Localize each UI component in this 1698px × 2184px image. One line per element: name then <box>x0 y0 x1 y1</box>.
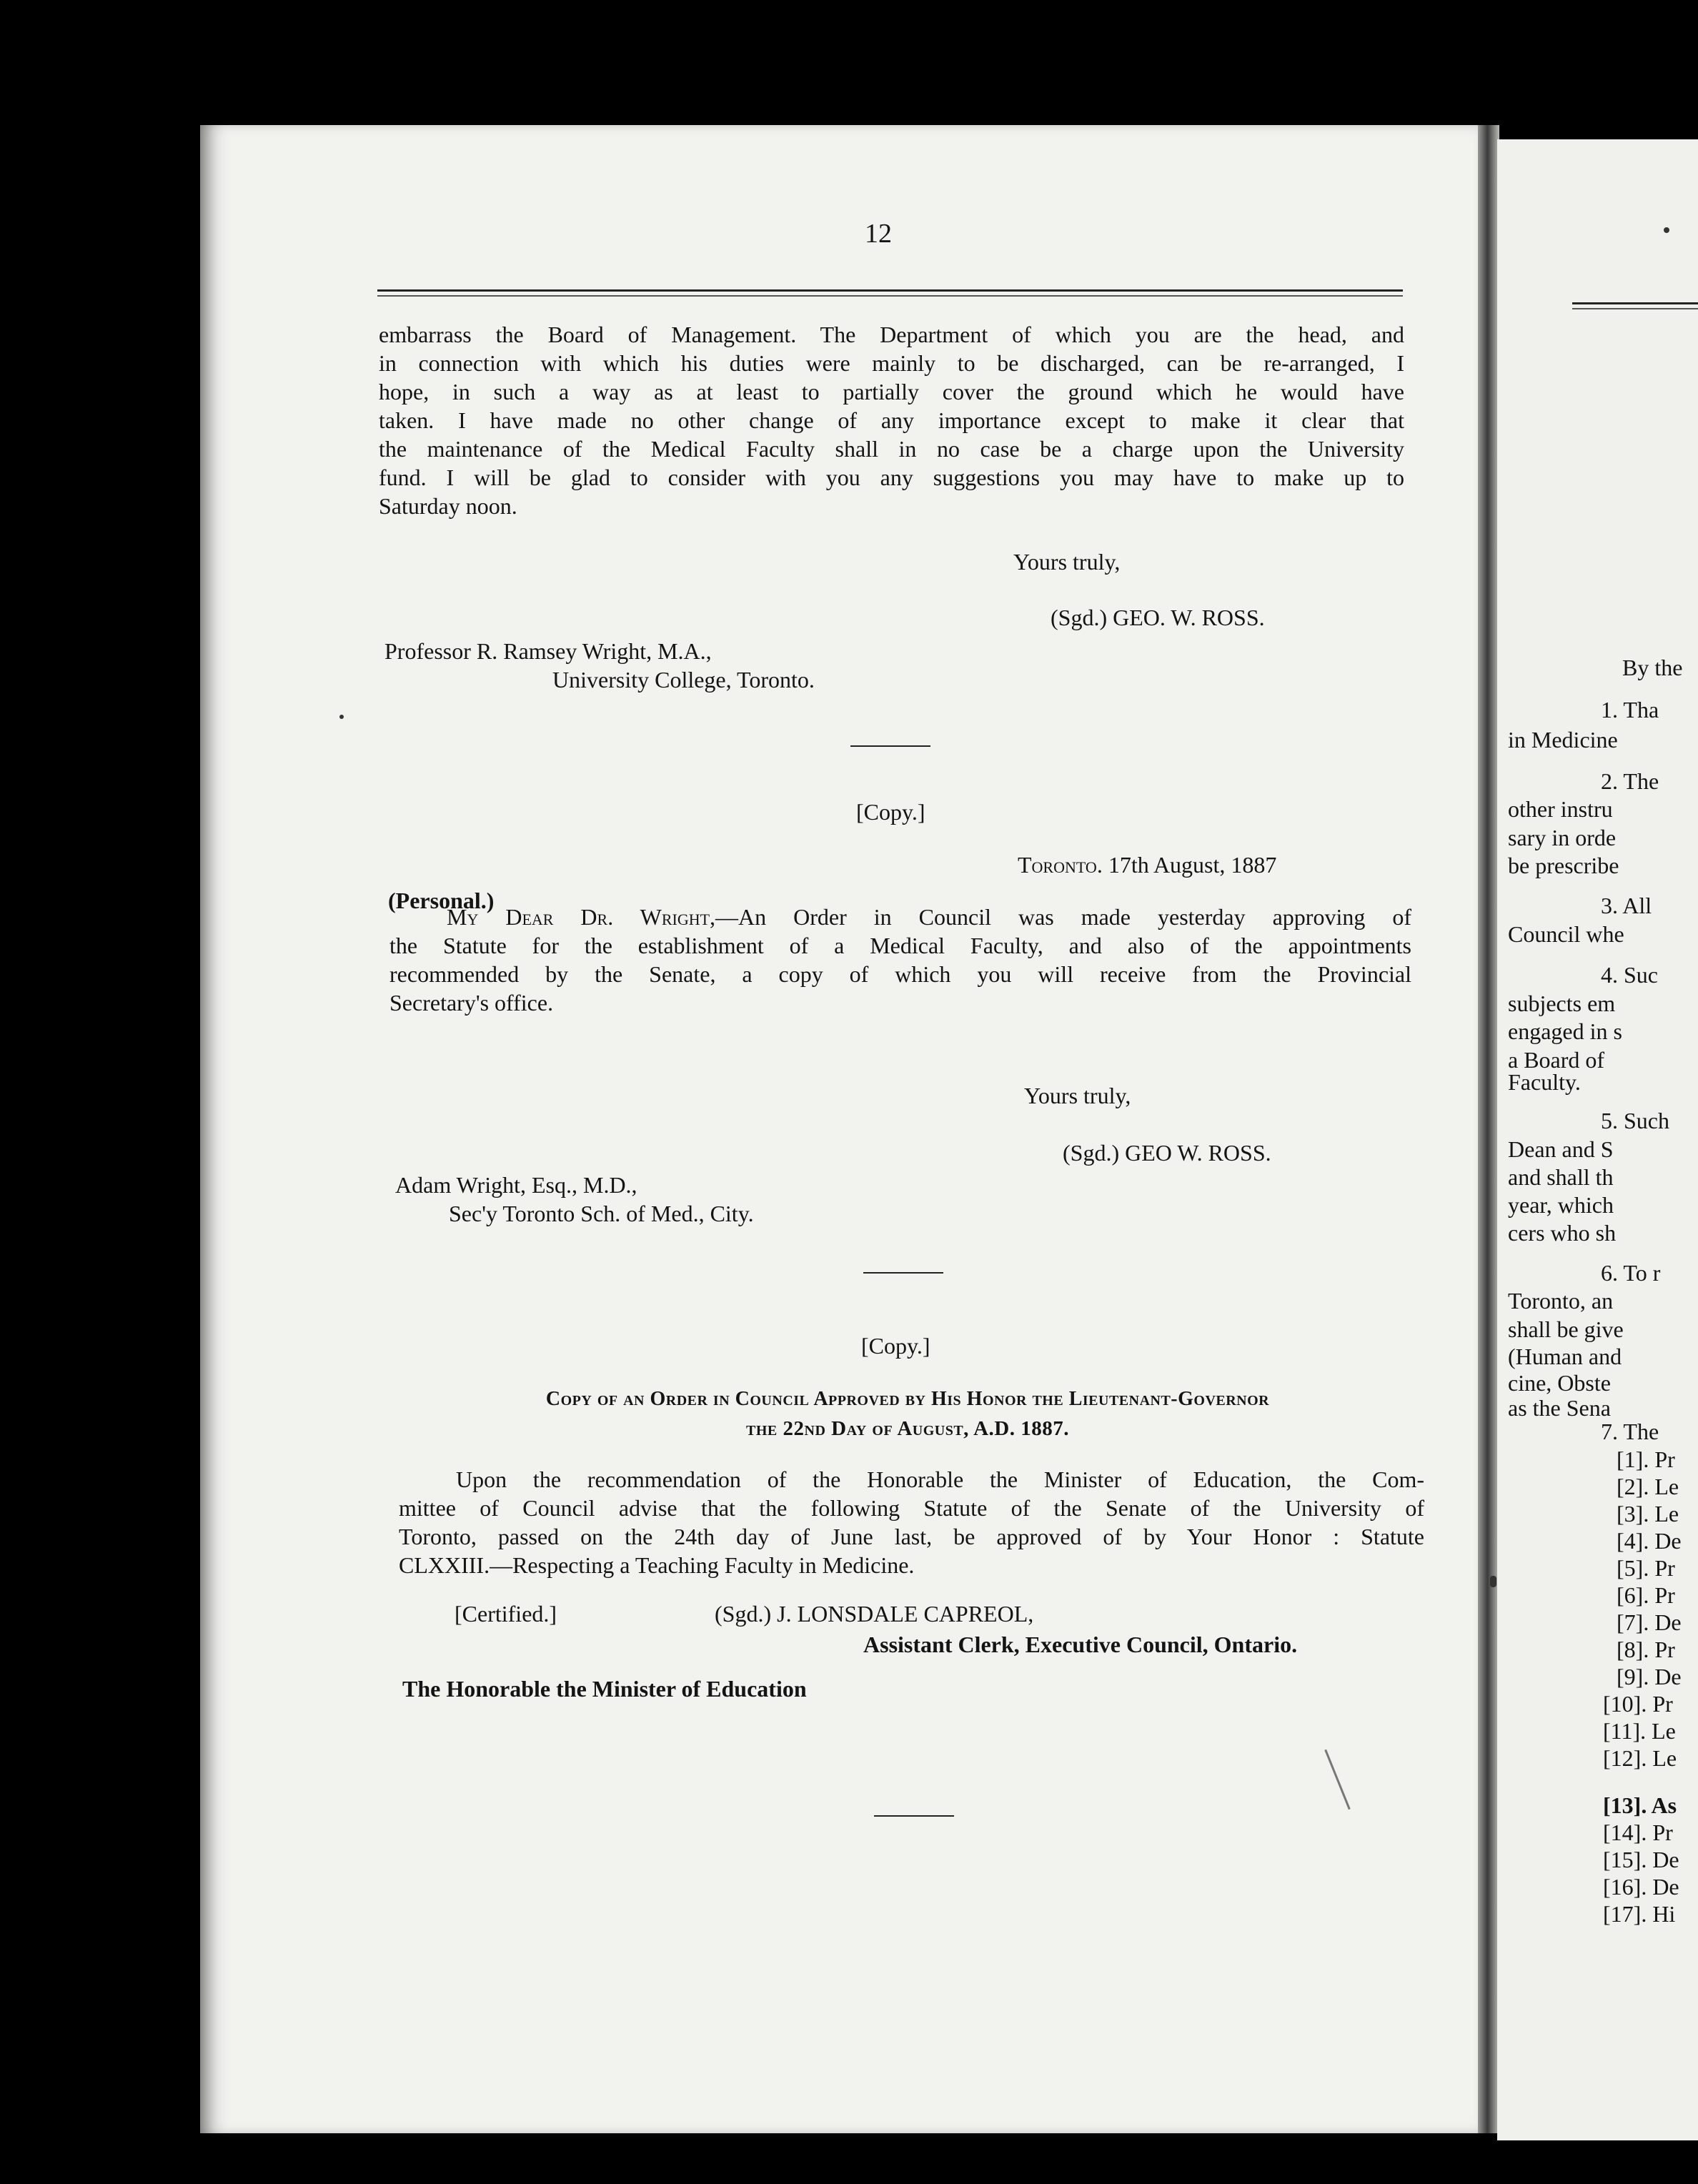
order-line: mittee of Council advise that the following Statute of the Senate of the University of <box>399 1495 1424 1521</box>
right-page-fragment: [15]. De <box>1603 1847 1679 1872</box>
right-page-fragment: [5]. Pr <box>1617 1555 1675 1581</box>
scan-speck <box>339 715 344 719</box>
letter2-dateline <box>1018 852 1276 878</box>
letter2-addressee-name: Adam Wright, Esq., M.D., <box>395 1172 637 1198</box>
right-page-fragment: 7. The <box>1601 1419 1659 1444</box>
order-certified: [Certified.] <box>455 1601 557 1627</box>
right-page-fragment: in Medicine <box>1508 727 1618 753</box>
right-page-fragment: engaged in s <box>1508 1018 1622 1044</box>
right-page-fragment: (Human and <box>1508 1344 1622 1369</box>
letter2-line: —An Order in Council was made yesterday approving of <box>715 904 1411 930</box>
right-page-fragment: [14]. Pr <box>1603 1820 1673 1845</box>
letter2-copy-label: [Copy.] <box>856 799 925 825</box>
right-page-header-rule-thin <box>1572 308 1698 309</box>
right-page-fragment: 5. Such <box>1601 1108 1669 1133</box>
order-body <box>399 1465 1424 1579</box>
right-page-fragment: other instru <box>1508 796 1613 822</box>
right-page-fragment: [11]. Le <box>1603 1718 1676 1744</box>
letter1-body <box>379 320 1404 520</box>
right-page-fragment: Dean and S <box>1508 1136 1614 1162</box>
right-page-fragment: cine, Obste <box>1508 1370 1611 1396</box>
book-gutter <box>1478 125 1499 2133</box>
letter1-addressee-place: University College, Toronto. <box>552 667 815 693</box>
right-page-fragment: By the <box>1622 655 1683 680</box>
letter1-closing: Yours truly, <box>1013 549 1121 575</box>
right-page-fragment: subjects em <box>1508 991 1616 1016</box>
right-page-header-rule <box>1572 302 1698 304</box>
letter2-addressee-place: Sec'y Toronto Sch. of Med., City. <box>449 1201 754 1226</box>
right-page-fragment: a Board of <box>1508 1047 1605 1073</box>
right-page-fragment: 6. To r <box>1601 1260 1661 1286</box>
letter2-signature: (Sgd.) GEO W. ROSS. <box>1063 1140 1271 1166</box>
dateline-place: Toronto <box>1018 852 1097 878</box>
letter1-line: hope, in such a way as at least to partially cover the ground which he would have <box>379 379 1404 404</box>
right-page-fragment: [16]. De <box>1603 1874 1679 1900</box>
order-heading-line1: Copy of an Order in Council Approved by His Honor the Lieutenant-Governor <box>545 1388 1270 1410</box>
scan-speck <box>1490 1576 1496 1587</box>
right-page-fragment: 4. Suc <box>1601 962 1658 988</box>
right-page-fragment: [8]. Pr <box>1617 1637 1675 1662</box>
section-divider <box>874 1815 954 1817</box>
right-page-fragment: [9]. De <box>1617 1664 1682 1689</box>
right-page-fragment: 2. The <box>1601 768 1659 794</box>
letter1-addressee-name: Professor R. Ramsey Wright, M.A., <box>384 638 712 664</box>
right-page-fragment: [3]. Le <box>1617 1501 1679 1527</box>
letter1-line: Saturday noon. <box>379 493 517 519</box>
order-line: Upon the recommendation of the Honorable the Minister of Education, the Com- <box>456 1466 1424 1492</box>
right-page-fragment: [1]. Pr <box>1617 1446 1675 1472</box>
right-page-fragment: Faculty. <box>1508 1069 1581 1095</box>
right-page-fragment: [13]. As <box>1603 1792 1677 1818</box>
order-copy-label: [Copy.] <box>861 1333 930 1359</box>
right-page-fragment: [10]. Pr <box>1603 1691 1673 1717</box>
right-page-fragment: [7]. De <box>1617 1609 1682 1635</box>
section-divider <box>850 745 930 747</box>
right-page-fragment: [2]. Le <box>1617 1474 1679 1499</box>
dateline-date: . 17th August, 1887 <box>1096 852 1277 878</box>
section-divider <box>863 1272 943 1274</box>
right-page-fragment: 1. Tha <box>1601 697 1659 723</box>
letter1-line: embarrass the Board of Management. The Department of which you are the head, and <box>379 322 1404 347</box>
letter1-signature: (Sgd.) GEO. W. ROSS. <box>1051 605 1265 630</box>
right-page-fragment: sary in orde <box>1508 825 1617 850</box>
right-page-fragment: [4]. De <box>1617 1528 1682 1554</box>
order-addressee: The Honorable the Minister of Education <box>402 1676 807 1702</box>
header-rule-thin <box>377 295 1403 297</box>
order-line: Toronto, passed on the 24th day of June last, be approved of by Your Honor : Statute <box>399 1524 1424 1549</box>
right-page-fragment: Toronto, an <box>1508 1288 1614 1314</box>
order-line: CLXXIII.—Respecting a Teaching Faculty in Medicine. <box>399 1552 915 1578</box>
letter2-line: Secretary's office. <box>389 990 554 1016</box>
right-page-fragment: [17]. Hi <box>1603 1901 1676 1927</box>
page-number: 12 <box>865 219 892 249</box>
right-page-fragment: [12]. Le <box>1603 1745 1677 1771</box>
right-page-fragment: 3. All <box>1601 893 1652 918</box>
right-page-fragment: cers who sh <box>1508 1220 1617 1246</box>
order-signature: (Sgd.) J. LONSDALE CAPREOL, <box>715 1601 1034 1627</box>
order-heading-line2: the 22nd Day of August, A.D. 1887. <box>746 1417 1069 1440</box>
letter1-line: the maintenance of the Medical Faculty shall in no case be a charge upon the University <box>379 436 1404 462</box>
letter2-closing: Yours truly, <box>1024 1083 1131 1108</box>
order-signer-title: Assistant Clerk, Executive Council, Ontario. <box>863 1632 1298 1657</box>
right-page-fragment: Council whe <box>1508 921 1624 947</box>
right-page-fragment: as the Sena <box>1508 1395 1611 1421</box>
right-page-fragment: [6]. Pr <box>1617 1582 1675 1608</box>
personal-label: (Personal.) <box>388 888 495 913</box>
right-page-fragment: and shall th <box>1508 1164 1614 1190</box>
header-rule <box>377 289 1403 292</box>
letter1-line: in connection with which his duties were mainly to be discharged, can be re-arranged, I <box>379 350 1404 376</box>
salutation: My Dear Dr. Wright, <box>447 904 716 930</box>
right-page-fragment: be prescribe <box>1508 853 1619 878</box>
right-page-fragment: year, which <box>1508 1192 1614 1218</box>
letter2-first-line <box>389 903 1411 931</box>
letter2-line: recommended by the Senate, a copy of which you will receive from the Provincial <box>389 961 1411 987</box>
scan-speck <box>1664 227 1669 233</box>
right-page-fragment: shall be give <box>1508 1316 1624 1342</box>
letter2-line: the Statute for the establishment of a Medical Faculty, and also of the appointments <box>389 933 1411 958</box>
letter1-line: fund. I will be glad to consider with you any suggestions you may have to make up to <box>379 465 1404 490</box>
letter1-line: taken. I have made no other change of any importance except to make it clear that <box>379 407 1404 433</box>
letter2-body <box>389 903 1411 1017</box>
